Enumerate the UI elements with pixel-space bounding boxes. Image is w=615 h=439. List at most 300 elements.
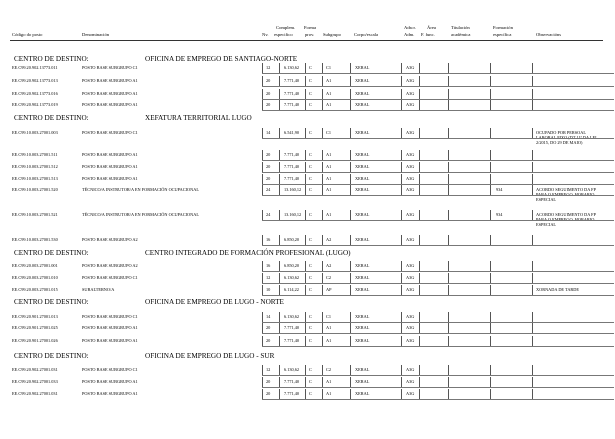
cell-code: EE.C99.20.901.27001.025: [12, 325, 58, 330]
cell-adscr: A3G: [406, 314, 415, 319]
cell-divider: [350, 89, 351, 99]
cell-corpo: XERAL: [355, 187, 370, 192]
cell-subgrupo: A1: [326, 91, 332, 96]
cell-divider: [401, 150, 402, 160]
cell-subgrupo: AP: [326, 287, 332, 292]
cell-divider: [350, 162, 351, 172]
cell-forma: C: [309, 275, 312, 280]
cell-divider: [490, 312, 491, 322]
cell-denom: POSTO BASE SUBGRUPO A1: [82, 91, 138, 96]
section-label: CENTRO DE DESTINO:: [14, 55, 89, 63]
cell-divider: [490, 323, 491, 333]
cell-divider: [490, 128, 491, 138]
cell-divider: [401, 285, 402, 295]
cell-divider: [305, 285, 306, 295]
cell-divider: [350, 312, 351, 322]
cell-subgrupo: A1: [326, 338, 332, 343]
row-rule: [262, 195, 614, 196]
cell-divider: [532, 210, 533, 220]
cell-code: EE.C99.20.902.13773.013: [12, 78, 58, 83]
cell-divider: [490, 261, 491, 271]
cell-nivel: 20: [266, 152, 271, 157]
cell-corpo: XERAL: [355, 176, 370, 181]
row-rule: [262, 86, 614, 87]
cell-divider: [262, 336, 263, 346]
section-label: CENTRO DE DESTINO:: [14, 114, 89, 122]
cell-denom: POSTO BASE SUBGRUPO A1: [82, 102, 138, 107]
cell-nivel: 12: [266, 275, 271, 280]
cell-forma: C: [309, 102, 312, 107]
cell-adscr: A3G: [406, 187, 415, 192]
cell-divider: [262, 128, 263, 138]
cell-denom: POSTO BASE SUBGRUPO A1: [82, 325, 138, 330]
cell-divider: [322, 162, 323, 172]
cell-divider: [262, 210, 263, 220]
cell-nivel: 20: [266, 91, 271, 96]
cell-denom: POSTO BASE SUBGRUPO C1: [82, 65, 138, 70]
cell-divider: [350, 76, 351, 86]
cell-compl: 7.771,40: [284, 379, 300, 384]
cell-divider: [279, 273, 280, 283]
cell-divider: [490, 185, 491, 195]
cell-nivel: 20: [266, 176, 271, 181]
cell-divider: [305, 261, 306, 271]
cell-obs: ACORDO SEGUIMENTO DA FP PARA O EMPREGO. HORARIO ESPECIAL: [536, 212, 596, 227]
cell-subgrupo: C2: [326, 275, 332, 280]
cell-divider: [419, 128, 420, 138]
cell-compl: 7.771,40: [284, 391, 300, 396]
header-especifica: específica: [493, 32, 512, 37]
cell-divider: [322, 76, 323, 86]
cell-divider: [490, 210, 491, 220]
cell-divider: [279, 285, 280, 295]
cell-divider: [532, 128, 533, 138]
header-denominacion: Denominación: [82, 32, 110, 37]
cell-compl: 6.114,22: [284, 287, 299, 292]
cell-forma: C: [309, 379, 312, 384]
cell-divider: [350, 235, 351, 245]
cell-divider: [305, 162, 306, 172]
cell-compl: 7.771,40: [284, 152, 300, 157]
table-header: [0, 0, 615, 44]
cell-compl: 6.130,62: [284, 314, 300, 319]
cell-divider: [322, 336, 323, 346]
cell-adscr: A3G: [406, 287, 415, 292]
cell-divider: [448, 150, 449, 160]
cell-code: EE.C99.20.901.27001.026: [12, 338, 58, 343]
cell-nivel: 20: [266, 379, 271, 384]
cell-divider: [279, 63, 280, 73]
header-codigo: Código do posto: [12, 32, 43, 37]
cell-forma: C: [309, 78, 312, 83]
cell-divider: [305, 377, 306, 387]
cell-divider: [419, 174, 420, 184]
cell-divider: [532, 162, 533, 172]
cell-compl: 7.771,40: [284, 338, 300, 343]
cell-forma: C: [309, 91, 312, 96]
cell-divider: [279, 100, 280, 110]
cell-compl: 6.541,90: [284, 130, 300, 135]
cell-adscr: A3G: [406, 152, 415, 157]
cell-forma: C: [309, 237, 312, 242]
cell-divider: [532, 285, 533, 295]
cell-divider: [279, 128, 280, 138]
cell-divider: [419, 210, 420, 220]
cell-adscr: A3G: [406, 65, 415, 70]
cell-corpo: XERAL: [355, 314, 370, 319]
cell-denom: POSTO BASE SUBGRUPO A1: [82, 176, 138, 181]
cell-divider: [262, 100, 263, 110]
cell-compl: 7.771,40: [284, 91, 300, 96]
cell-divider: [532, 174, 533, 184]
cell-divider: [322, 235, 323, 245]
cell-divider: [350, 285, 351, 295]
cell-divider: [401, 261, 402, 271]
cell-divider: [419, 63, 420, 73]
cell-divider: [401, 377, 402, 387]
cell-divider: [262, 377, 263, 387]
header-nivel: Nv.: [262, 32, 269, 37]
cell-forma: C: [309, 130, 312, 135]
cell-divider: [532, 389, 533, 399]
row-rule: [262, 387, 614, 388]
cell-divider: [262, 89, 263, 99]
cell-divider: [350, 174, 351, 184]
cell-divider: [448, 128, 449, 138]
cell-subgrupo: A1: [326, 102, 332, 107]
cell-code: EE.C99.10.003.27001.520: [12, 187, 58, 192]
header-complem: Complem.: [276, 25, 296, 30]
cell-subgrupo: C1: [326, 314, 332, 319]
section-label: CENTRO DE DESTINO:: [14, 249, 89, 257]
cell-nivel: 24: [266, 187, 271, 192]
cell-divider: [305, 63, 306, 73]
cell-divider: [322, 174, 323, 184]
header-subgrupo: Subgrupo: [323, 32, 341, 37]
cell-divider: [322, 100, 323, 110]
cell-divider: [401, 100, 402, 110]
cell-adscr: A3G: [406, 237, 415, 242]
cell-divider: [279, 336, 280, 346]
section-label: CENTRO DE DESTINO:: [14, 352, 89, 360]
cell-divider: [490, 162, 491, 172]
cell-divider: [401, 273, 402, 283]
cell-divider: [322, 312, 323, 322]
cell-compl: 7.771,40: [284, 102, 300, 107]
row-rule: [262, 220, 614, 221]
cell-divider: [532, 377, 533, 387]
cell-divider: [419, 76, 420, 86]
header-corpo-escala: Corpo/escala: [354, 32, 378, 37]
cell-nivel: 16: [266, 263, 271, 268]
cell-compl: 6.130,62: [284, 275, 300, 280]
cell-nivel: 12: [266, 367, 271, 372]
cell-divider: [419, 89, 420, 99]
cell-divider: [401, 76, 402, 86]
cell-nivel: 24: [266, 212, 271, 217]
cell-divider: [490, 76, 491, 86]
cell-code: EE.C99.20.902.13773.011: [12, 65, 58, 70]
cell-divider: [305, 210, 306, 220]
cell-denom: POSTO BASE SUBGRUPO A2: [82, 237, 138, 242]
cell-divider: [448, 389, 449, 399]
cell-divider: [448, 89, 449, 99]
cell-divider: [350, 365, 351, 375]
cell-code: EE.C99.10.003.27001.513: [12, 176, 58, 181]
header-prov: prov.: [305, 32, 315, 37]
cell-corpo: XERAL: [355, 391, 370, 396]
cell-adscr: A3G: [406, 164, 415, 169]
cell-compl: 7.771,40: [284, 164, 300, 169]
cell-denom: TÉCNICO/A INSTRUTOR/A EN FORMACIÓN OCUPACIONAL: [82, 212, 199, 217]
section-center-name: CENTRO INTEGRADO DE FORMACIÓN PROFESIONAL (LUGO): [145, 249, 351, 257]
cell-divider: [401, 162, 402, 172]
cell-divider: [490, 273, 491, 283]
cell-divider: [262, 76, 263, 86]
cell-divider: [262, 323, 263, 333]
cell-code: EE.C99.20.003.27001.015: [12, 287, 58, 292]
cell-nivel: 20: [266, 325, 271, 330]
row-rule: [262, 346, 614, 347]
cell-divider: [419, 162, 420, 172]
cell-nivel: 14: [266, 314, 271, 319]
cell-divider: [305, 389, 306, 399]
cell-divider: [448, 377, 449, 387]
row-rule: [262, 271, 614, 272]
cell-denom: POSTO BASE SUBGRUPO A1: [82, 391, 138, 396]
cell-divider: [419, 235, 420, 245]
cell-corpo: XERAL: [355, 325, 370, 330]
cell-divider: [279, 162, 280, 172]
cell-divider: [279, 185, 280, 195]
cell-divider: [448, 261, 449, 271]
cell-divider: [279, 261, 280, 271]
cell-code: EE.C99.10.003.27001.511: [12, 152, 58, 157]
cell-corpo: XERAL: [355, 102, 370, 107]
cell-corpo: XERAL: [355, 379, 370, 384]
cell-divider: [490, 89, 491, 99]
cell-divider: [262, 285, 263, 295]
cell-divider: [419, 323, 420, 333]
cell-divider: [322, 273, 323, 283]
cell-divider: [305, 150, 306, 160]
cell-corpo: XERAL: [355, 152, 370, 157]
cell-divider: [419, 389, 420, 399]
cell-divider: [490, 389, 491, 399]
cell-denom: POSTO BASE SUBGRUPO C1: [82, 367, 138, 372]
row-rule: [262, 160, 614, 161]
cell-nivel: 10: [266, 287, 271, 292]
cell-divider: [419, 185, 420, 195]
cell-divider: [448, 210, 449, 220]
cell-compl: 6.850,20: [284, 263, 300, 268]
cell-obs: XORNADA DE TARDE: [536, 287, 580, 292]
cell-divider: [532, 185, 533, 195]
cell-forma: C: [309, 314, 312, 319]
cell-nivel: 12: [266, 65, 271, 70]
cell-compl: 6.850,20: [284, 237, 300, 242]
cell-nivel: 20: [266, 78, 271, 83]
cell-divider: [305, 185, 306, 195]
cell-divider: [448, 162, 449, 172]
row-rule: [262, 73, 614, 74]
cell-compl: 13.160,12: [284, 187, 302, 192]
cell-subgrupo: A1: [326, 391, 332, 396]
cell-divider: [350, 185, 351, 195]
cell-nivel: 16: [266, 237, 271, 242]
cell-divider: [419, 100, 420, 110]
cell-denom: POSTO BASE SUBGRUPO A1: [82, 164, 138, 169]
cell-code: EE.C99.20.901.27001.013: [12, 314, 58, 319]
cell-divider: [448, 273, 449, 283]
cell-nivel: 20: [266, 164, 271, 169]
cell-corpo: XERAL: [355, 91, 370, 96]
cell-adscr: A3G: [406, 338, 415, 343]
cell-forma: C: [309, 338, 312, 343]
cell-divider: [401, 389, 402, 399]
cell-adscr: A3G: [406, 379, 415, 384]
cell-divider: [322, 377, 323, 387]
cell-forma: C: [309, 152, 312, 157]
cell-subgrupo: A1: [326, 212, 332, 217]
row-rule: [262, 172, 614, 173]
cell-adscr: A3G: [406, 176, 415, 181]
cell-subgrupo: A1: [326, 78, 332, 83]
cell-divider: [448, 336, 449, 346]
cell-divider: [350, 273, 351, 283]
section-center-name: OFICINA DE EMPREGO DE SANTIAGO-NORTE: [145, 55, 298, 63]
cell-forma: C: [309, 325, 312, 330]
cell-forma: C: [309, 367, 312, 372]
cell-divider: [448, 100, 449, 110]
cell-forma: C: [309, 164, 312, 169]
cell-divider: [532, 273, 533, 283]
cell-divider: [419, 285, 420, 295]
cell-divider: [305, 323, 306, 333]
cell-divider: [350, 63, 351, 73]
header-rule: [10, 40, 603, 41]
cell-divider: [322, 89, 323, 99]
cell-corpo: XERAL: [355, 164, 370, 169]
cell-divider: [419, 261, 420, 271]
cell-divider: [350, 377, 351, 387]
cell-divider: [419, 377, 420, 387]
row-rule: [262, 375, 614, 376]
cell-divider: [279, 150, 280, 160]
cell-subgrupo: A1: [326, 379, 332, 384]
cell-nivel: 14: [266, 130, 271, 135]
cell-divider: [305, 336, 306, 346]
cell-divider: [350, 210, 351, 220]
cell-code: EE.C99.20.902.13773.019: [12, 102, 58, 107]
cell-code: EE.C99.20.003.27001.010: [12, 275, 58, 280]
cell-corpo: XERAL: [355, 338, 370, 343]
cell-subgrupo: A1: [326, 152, 332, 157]
cell-adscr: A3G: [406, 391, 415, 396]
cell-divider: [448, 185, 449, 195]
row-rule: [262, 333, 614, 334]
cell-divider: [532, 100, 533, 110]
cell-denom: POSTO BASE SUBGRUPO A1: [82, 152, 138, 157]
cell-compl: 13.160,12: [284, 212, 302, 217]
cell-divider: [401, 128, 402, 138]
cell-divider: [262, 389, 263, 399]
cell-divider: [350, 336, 351, 346]
cell-nivel: 20: [266, 102, 271, 107]
cell-subgrupo: A2: [326, 237, 332, 242]
header-f-func: F. func.: [421, 32, 435, 37]
cell-formacion: 934: [496, 187, 503, 192]
cell-divider: [350, 323, 351, 333]
cell-corpo: XERAL: [355, 130, 370, 135]
cell-divider: [350, 261, 351, 271]
cell-adscr: A3G: [406, 325, 415, 330]
cell-divider: [401, 210, 402, 220]
cell-divider: [305, 365, 306, 375]
cell-adscr: A3G: [406, 102, 415, 107]
cell-divider: [279, 365, 280, 375]
row-rule: [262, 184, 614, 185]
cell-divider: [350, 128, 351, 138]
header-especifico: especifico: [274, 32, 293, 37]
cell-denom: POSTO BASE SUBGRUPO A1: [82, 338, 138, 343]
cell-divider: [401, 365, 402, 375]
cell-divider: [532, 261, 533, 271]
cell-forma: C: [309, 187, 312, 192]
cell-subgrupo: C2: [326, 367, 332, 372]
cell-adscr: A3G: [406, 275, 415, 280]
row-rule: [262, 295, 614, 296]
cell-nivel: 20: [266, 391, 271, 396]
cell-divider: [532, 323, 533, 333]
cell-code: EE.C99.20.902.27001.033: [12, 379, 58, 384]
cell-divider: [401, 323, 402, 333]
cell-code: EE.C99.20.902.13773.016: [12, 91, 58, 96]
cell-subgrupo: A1: [326, 176, 332, 181]
cell-divider: [448, 323, 449, 333]
cell-compl: 7.771,40: [284, 78, 300, 83]
cell-obs: OCUPADO POR PERSOAL LABORAL FIXO (DT 11ª DA LEI 2/2015, DO 29 DE MAIO): [536, 130, 597, 145]
row-rule: [262, 110, 614, 111]
cell-divider: [305, 312, 306, 322]
section-center-name: OFICINA DE EMPREGO DE LUGO - SUR: [145, 352, 275, 360]
cell-forma: C: [309, 391, 312, 396]
cell-adscr: A3G: [406, 212, 415, 217]
cell-divider: [419, 150, 420, 160]
cell-divider: [401, 185, 402, 195]
cell-divider: [532, 150, 533, 160]
cell-divider: [419, 336, 420, 346]
header-formacion: Formación: [493, 25, 513, 30]
cell-divider: [401, 174, 402, 184]
cell-corpo: XERAL: [355, 275, 370, 280]
header-adscr: Adscr.: [404, 25, 416, 30]
cell-divider: [448, 63, 449, 73]
cell-divider: [279, 389, 280, 399]
cell-divider: [279, 377, 280, 387]
cell-compl: 7.771,40: [284, 325, 300, 330]
cell-code: EE.C99.20.902.27001.031: [12, 367, 58, 372]
cell-forma: C: [309, 287, 312, 292]
header-area: Área: [427, 25, 436, 30]
cell-divider: [401, 336, 402, 346]
cell-code: EE.C99.10.003.27001.530: [12, 237, 58, 242]
cell-adscr: A3G: [406, 367, 415, 372]
cell-divider: [322, 210, 323, 220]
cell-divider: [279, 235, 280, 245]
cell-corpo: XERAL: [355, 287, 370, 292]
cell-divider: [279, 210, 280, 220]
